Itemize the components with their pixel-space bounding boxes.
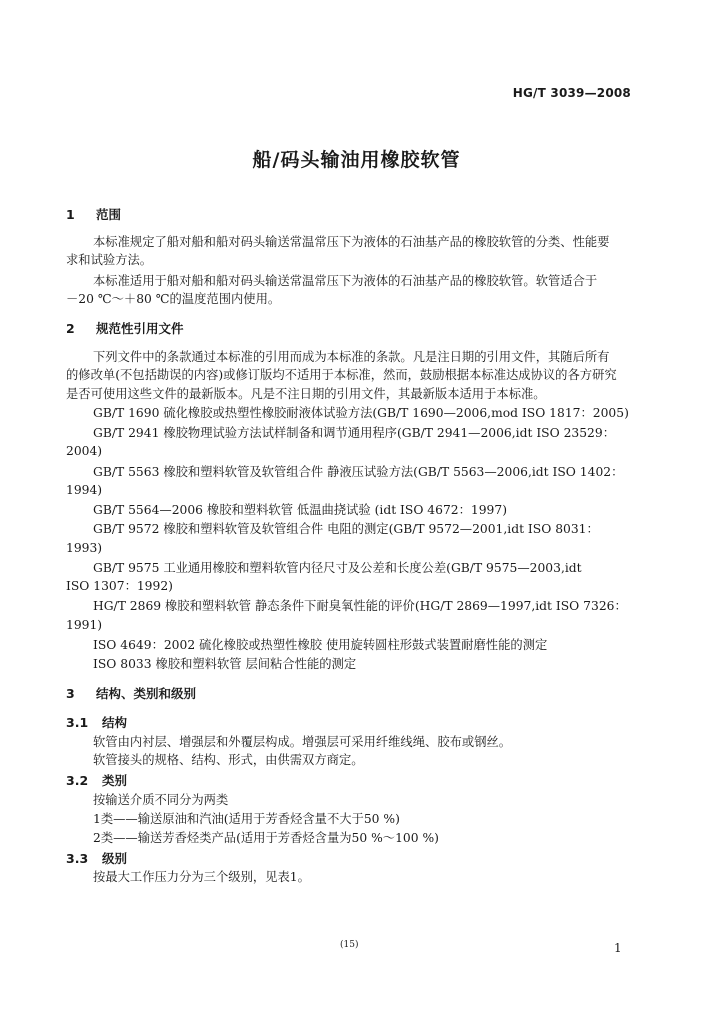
- list-item: 1类——输送原油和汽油(适用于芳香烃含量不大于50 %): [93, 812, 400, 826]
- reference-item: ISO 8033 橡胶和塑料软管 层间粘合性能的测定: [93, 657, 357, 671]
- list-item: 2类——输送芳香烃类产品(适用于芳香烃含量为50 %～100 %): [93, 831, 439, 845]
- paragraph-line: 本标准规定了船对船和船对码头输送常温常压下为液体的石油基产品的橡胶软管的分类、性能要: [93, 235, 610, 249]
- reference-item-continuation: 1994): [66, 483, 103, 497]
- section-title: 规范性引用文件: [96, 321, 184, 336]
- paragraph-line: 的修改单(不包括勘误的内容)或修订版均不适用于本标准，然而，鼓励根据本标准达成协议的各方研究: [66, 368, 617, 382]
- reference-item-continuation: 1991): [66, 618, 103, 632]
- paragraph-line: 求和试验方法。: [66, 253, 153, 267]
- page-sequence: (15): [340, 940, 359, 950]
- subsection-heading-grades: [66, 849, 127, 867]
- paragraph-line: 软管接头的规格、结构、形式，由供需双方商定。: [93, 753, 364, 767]
- reference-item-continuation: ISO 1307：1992): [66, 579, 173, 593]
- paragraph-line: 本标准适用于船对船和船对码头输送常温常压下为液体的石油基产品的橡胶软管。软管适合于: [93, 274, 598, 288]
- standard-code: HG/T 3039—2008: [512, 86, 631, 100]
- paragraph-line: 按最大工作压力分为三个级别，见表1。: [93, 870, 310, 884]
- section-heading-normative-references: [66, 319, 184, 337]
- subsection-number: 3.3: [66, 851, 89, 866]
- document-title: 船/码头输油用橡胶软管: [252, 149, 461, 171]
- reference-item: GB/T 2941 橡胶物理试验方法试样制备和调节通用程序(GB/T 2941—2006,idt ISO 23529：: [93, 426, 616, 440]
- reference-item: GB/T 5564—2006 橡胶和塑料软管 低温曲挠试验 (idt ISO 4672：1997): [93, 503, 507, 517]
- reference-item: GB/T 5563 橡胶和塑料软管及软管组合件 静液压试验方法(GB/T 5563—2006,idt ISO 1402：: [93, 465, 624, 479]
- reference-item-continuation: 2004): [66, 444, 103, 458]
- reference-item: GB/T 9575 工业通用橡胶和塑料软管内径尺寸及公差和长度公差(GB/T 9575—2003,idt: [93, 561, 582, 575]
- subsection-heading-structure: [66, 713, 127, 731]
- reference-item: HG/T 2869 橡胶和塑料软管 静态条件下耐臭氧性能的评价(HG/T 2869—1997,idt ISO 7326：: [93, 599, 627, 613]
- section-heading-structure: [66, 684, 196, 702]
- paragraph-line: －20 ℃～＋80 ℃的温度范围内使用。: [66, 292, 281, 306]
- paragraph-line: 下列文件中的条款通过本标准的引用而成为本标准的条款。凡是注日期的引用文件，其随后所有: [93, 350, 610, 364]
- section-number: 2: [66, 321, 75, 336]
- subsection-title: 级别: [102, 851, 128, 866]
- section-number: 3: [66, 686, 75, 701]
- paragraph-line: 按输送介质不同分为两类: [93, 793, 229, 807]
- section-title: 范围: [96, 207, 122, 222]
- section-heading-scope: [66, 205, 121, 223]
- subsection-heading-classes: [66, 771, 127, 789]
- paragraph-line: 软管由内衬层、增强层和外覆层构成。增强层可采用纤维线绳、胶布或钢丝。: [93, 735, 512, 749]
- subsection-number: 3.2: [66, 773, 89, 788]
- page-number: 1: [614, 941, 622, 955]
- subsection-title: 类别: [102, 773, 128, 788]
- reference-item: GB/T 9572 橡胶和塑料软管及软管组合件 电阻的测定(GB/T 9572—2001,idt ISO 8031：: [93, 522, 599, 536]
- subsection-title: 结构: [102, 715, 128, 730]
- reference-item-continuation: 1993): [66, 541, 103, 555]
- reference-item: GB/T 1690 硫化橡胶或热塑性橡胶耐液体试验方法(GB/T 1690—2006,mod ISO 1817：2005): [93, 406, 629, 420]
- section-number: 1: [66, 207, 75, 222]
- paragraph-line: 是否可使用这些文件的最新版本。凡是不注日期的引用文件，其最新版本适用于本标准。: [66, 387, 546, 401]
- reference-item: ISO 4649：2002 硫化橡胶或热塑性橡胶 使用旋转圆柱形鼓式装置耐磨性能的测定: [93, 638, 548, 652]
- subsection-number: 3.1: [66, 715, 89, 730]
- section-title: 结构、类别和级别: [96, 686, 197, 701]
